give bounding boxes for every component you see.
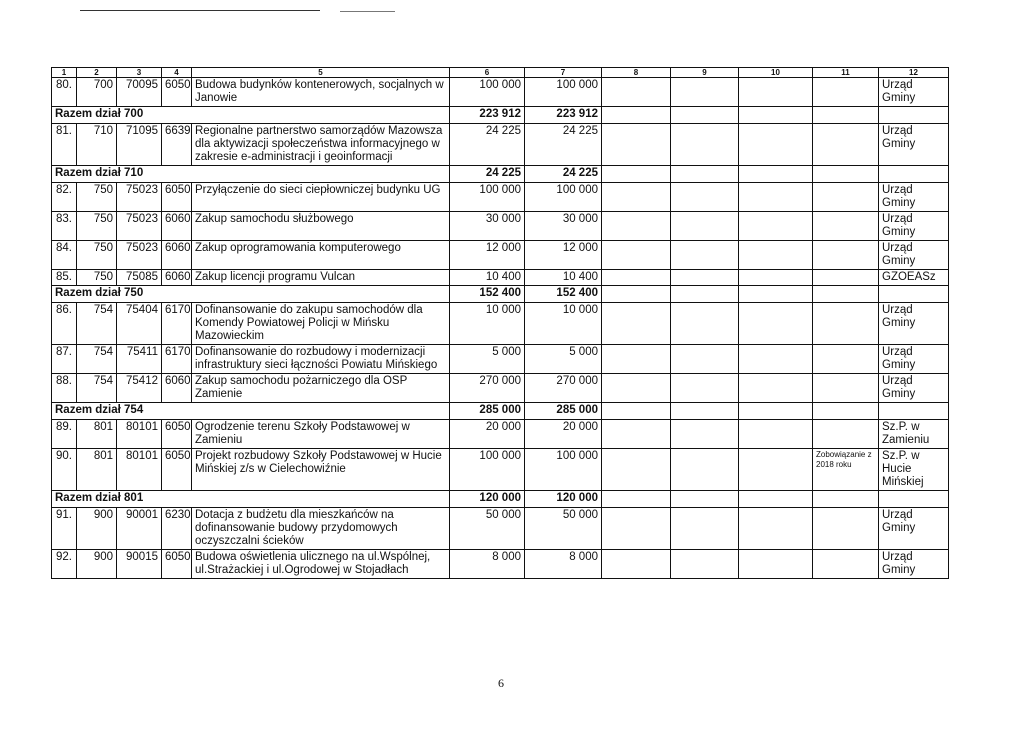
table-cell-dzial: 750 <box>77 212 117 241</box>
table-cell-nazwa: Zakup samochodu służbowego <box>192 212 450 241</box>
subtotal-amount: 285 000 <box>525 403 602 420</box>
table-cell-c12: GZOEASz <box>879 270 949 286</box>
page-number: 6 <box>498 676 504 690</box>
table-cell-c9 <box>671 183 739 212</box>
table-cell-nazwa: Dotacja z budżetu dla mieszkańców na dofinansowanie budowy przydomowych oczyszczalni ścieków <box>192 508 450 550</box>
table-cell-c11 <box>813 550 879 579</box>
table-cell-c11 <box>813 212 879 241</box>
table-cell-lp: 80. <box>52 78 77 107</box>
table-cell-lp: 88. <box>52 374 77 403</box>
table-cell-c6: 10 400 <box>450 270 525 286</box>
header-cell: 7 <box>525 68 602 78</box>
table-cell <box>739 107 813 124</box>
subtotal-label: Razem dział 750 <box>52 286 450 303</box>
table-cell-c9 <box>671 78 739 107</box>
table-cell-rozdzial: 71095 <box>117 124 162 166</box>
table-cell-rozdzial: 70095 <box>117 78 162 107</box>
table-cell-c9 <box>671 550 739 579</box>
table-cell-c8 <box>602 420 671 449</box>
subtotal-label: Razem dział 700 <box>52 107 450 124</box>
table-cell <box>602 286 671 303</box>
table-cell-c9 <box>671 420 739 449</box>
table-cell-c6: 270 000 <box>450 374 525 403</box>
table-cell-par: 6060 <box>162 241 192 270</box>
table-cell-nazwa: Przyłączenie do sieci ciepłowniczej budynku UG <box>192 183 450 212</box>
table-row <box>52 270 949 286</box>
table-cell-c12: Urząd Gminy <box>879 241 949 270</box>
table-cell-c7: 30 000 <box>525 212 602 241</box>
table-cell-c10 <box>739 303 813 345</box>
table-cell-rozdzial: 90015 <box>117 550 162 579</box>
table-cell-c7: 100 000 <box>525 78 602 107</box>
table-cell-c7: 20 000 <box>525 420 602 449</box>
table-cell-rozdzial: 75023 <box>117 183 162 212</box>
table-cell-c8 <box>602 550 671 579</box>
table-row-subtotal <box>52 286 949 303</box>
table-cell-c6: 12 000 <box>450 241 525 270</box>
table-cell-dzial: 700 <box>77 78 117 107</box>
investment-table <box>51 67 949 579</box>
table-cell-c12: Urząd Gminy <box>879 183 949 212</box>
table-row <box>52 212 949 241</box>
table-cell-lp: 84. <box>52 241 77 270</box>
table-cell-par: 6639 <box>162 124 192 166</box>
table-cell-c12: Urząd Gminy <box>879 550 949 579</box>
table-cell <box>671 166 739 183</box>
table-cell-c10 <box>739 241 813 270</box>
table-cell-dzial: 754 <box>77 374 117 403</box>
table-cell-c11 <box>813 183 879 212</box>
header-cell: 8 <box>602 68 671 78</box>
table-cell-c8 <box>602 183 671 212</box>
table-cell-c7: 10 000 <box>525 303 602 345</box>
table-cell-c8 <box>602 303 671 345</box>
table-cell-nazwa: Zakup oprogramowania komputerowego <box>192 241 450 270</box>
table-cell-c6: 5 000 <box>450 345 525 374</box>
table-cell-c11 <box>813 270 879 286</box>
table-row <box>52 303 949 345</box>
table-cell <box>879 286 949 303</box>
table-body <box>52 78 949 579</box>
table-cell-nazwa: Dofinansowanie do rozbudowy i modernizacji infrastruktury sieci łączności Powiatu Mińskiego <box>192 345 450 374</box>
table-cell-c6: 8 000 <box>450 550 525 579</box>
table-cell-c10 <box>739 270 813 286</box>
table-cell-c9 <box>671 303 739 345</box>
header-cell: 1 <box>52 68 77 78</box>
header-cell: 6 <box>450 68 525 78</box>
table-cell-par: 6050 <box>162 550 192 579</box>
table-cell-c7: 8 000 <box>525 550 602 579</box>
table-cell-c11 <box>813 420 879 449</box>
subtotal-label: Razem dział 710 <box>52 166 450 183</box>
table-cell-par: 6060 <box>162 270 192 286</box>
table-cell-c10 <box>739 449 813 491</box>
subtotal-label: Razem dział 801 <box>52 491 450 508</box>
table-cell-c9 <box>671 124 739 166</box>
table-cell-nazwa: Zakup samochodu pożarniczego dla OSP Zamienie <box>192 374 450 403</box>
table-cell-dzial: 754 <box>77 345 117 374</box>
table-cell <box>879 166 949 183</box>
table-cell-lp: 86. <box>52 303 77 345</box>
table-cell <box>671 491 739 508</box>
table-cell-nazwa: Budowa budynków kontenerowych, socjalnych w Janowie <box>192 78 450 107</box>
table-cell-c10 <box>739 183 813 212</box>
table-cell-c12: Urząd Gminy <box>879 303 949 345</box>
table-cell-c12: Urząd Gminy <box>879 212 949 241</box>
table-cell-c7: 50 000 <box>525 508 602 550</box>
table-cell-lp: 85. <box>52 270 77 286</box>
table-cell <box>813 403 879 420</box>
table-cell-c11 <box>813 374 879 403</box>
table-cell-c8 <box>602 124 671 166</box>
table-cell-dzial: 750 <box>77 183 117 212</box>
table-row <box>52 78 949 107</box>
table-row <box>52 183 949 212</box>
subtotal-label: Razem dział 754 <box>52 403 450 420</box>
table-row <box>52 241 949 270</box>
table-cell-nazwa: Budowa oświetlenia ulicznego na ul.Wspólnej, ul.Strażackiej i ul.Ogrodowej w Stojadłach <box>192 550 450 579</box>
table-cell-c10 <box>739 124 813 166</box>
table-cell <box>739 403 813 420</box>
table-cell-rozdzial: 80101 <box>117 449 162 491</box>
subtotal-amount: 223 912 <box>450 107 525 124</box>
table-cell-c6: 100 000 <box>450 78 525 107</box>
table-cell-c7: 10 400 <box>525 270 602 286</box>
table-cell <box>602 166 671 183</box>
table-cell-lp: 87. <box>52 345 77 374</box>
table-cell-c6: 100 000 <box>450 449 525 491</box>
table-cell-par: 6170 <box>162 303 192 345</box>
table-row-subtotal <box>52 491 949 508</box>
table-cell-dzial: 900 <box>77 508 117 550</box>
subtotal-amount: 120 000 <box>525 491 602 508</box>
table-cell-dzial: 710 <box>77 124 117 166</box>
top-rule-short <box>340 11 395 12</box>
table-cell-c10 <box>739 78 813 107</box>
table-cell-rozdzial: 75404 <box>117 303 162 345</box>
table-cell-par: 6060 <box>162 374 192 403</box>
header-cell: 10 <box>739 68 813 78</box>
table-cell-c7: 100 000 <box>525 183 602 212</box>
table-cell-c8 <box>602 374 671 403</box>
table-cell-lp: 91. <box>52 508 77 550</box>
table-cell-c12: Sz.P. w Zamieniu <box>879 420 949 449</box>
table-cell-c10 <box>739 345 813 374</box>
table-cell-nazwa: Projekt rozbudowy Szkoły Podstawowej w Hucie Mińskiej z/s w Cielechowiźnie <box>192 449 450 491</box>
header-cell: 3 <box>117 68 162 78</box>
table-cell-c9 <box>671 508 739 550</box>
table-cell <box>813 286 879 303</box>
table-cell-c6: 50 000 <box>450 508 525 550</box>
table-cell-c9 <box>671 374 739 403</box>
table-cell-c10 <box>739 374 813 403</box>
table-row <box>52 124 949 166</box>
table-row <box>52 420 949 449</box>
table-cell-c12: Urząd Gminy <box>879 345 949 374</box>
table-cell-c11 <box>813 124 879 166</box>
table-cell-c7: 100 000 <box>525 449 602 491</box>
table-cell-c11 <box>813 78 879 107</box>
table-cell-rozdzial: 75412 <box>117 374 162 403</box>
table-cell-c7: 12 000 <box>525 241 602 270</box>
table-cell-dzial: 750 <box>77 270 117 286</box>
table-cell-dzial: 900 <box>77 550 117 579</box>
table-cell <box>813 166 879 183</box>
table-cell-c7: 270 000 <box>525 374 602 403</box>
table-cell-c12: Sz.P. w Hucie Mińskiej <box>879 449 949 491</box>
table-cell-c11 <box>813 345 879 374</box>
table-cell-c8 <box>602 449 671 491</box>
table-cell-c9 <box>671 345 739 374</box>
table-cell-c11 <box>813 508 879 550</box>
table-cell-dzial: 754 <box>77 303 117 345</box>
table-cell-par: 6050 <box>162 78 192 107</box>
subtotal-amount: 285 000 <box>450 403 525 420</box>
table-row-subtotal <box>52 107 949 124</box>
table-cell-c6: 30 000 <box>450 212 525 241</box>
table-cell-par: 6230 <box>162 508 192 550</box>
table-cell-c8 <box>602 212 671 241</box>
header-cell: 11 <box>813 68 879 78</box>
table-cell-lp: 82. <box>52 183 77 212</box>
table-cell-par: 6050 <box>162 420 192 449</box>
table-cell-c10 <box>739 420 813 449</box>
table-cell-rozdzial: 75411 <box>117 345 162 374</box>
table-cell <box>879 403 949 420</box>
table-cell-c6: 24 225 <box>450 124 525 166</box>
table-cell-c6: 100 000 <box>450 183 525 212</box>
table-cell <box>602 491 671 508</box>
table-row <box>52 345 949 374</box>
table-cell <box>879 107 949 124</box>
table-cell <box>739 491 813 508</box>
table-cell-dzial: 801 <box>77 449 117 491</box>
table-cell-c10 <box>739 212 813 241</box>
table-row <box>52 374 949 403</box>
table-cell-c7: 24 225 <box>525 124 602 166</box>
table-cell-dzial: 750 <box>77 241 117 270</box>
table-cell-lp: 90. <box>52 449 77 491</box>
table-row <box>52 508 949 550</box>
header-cell: 5 <box>192 68 450 78</box>
table-cell-lp: 92. <box>52 550 77 579</box>
table-cell-rozdzial: 90001 <box>117 508 162 550</box>
table-cell-c9 <box>671 212 739 241</box>
table-cell <box>879 491 949 508</box>
subtotal-amount: 152 400 <box>450 286 525 303</box>
table-cell-c8 <box>602 241 671 270</box>
table-row-subtotal <box>52 166 949 183</box>
table-cell-nazwa: Zakup licencji programu Vulcan <box>192 270 450 286</box>
table-cell-par: 6170 <box>162 345 192 374</box>
table-cell-nazwa: Dofinansowanie do zakupu samochodów dla Komendy Powiatowej Policji w Mińsku Mazowieckim <box>192 303 450 345</box>
table-cell <box>671 286 739 303</box>
subtotal-amount: 120 000 <box>450 491 525 508</box>
subtotal-amount: 24 225 <box>525 166 602 183</box>
header-row <box>52 68 949 78</box>
table-cell-c11 <box>813 303 879 345</box>
table-cell <box>671 403 739 420</box>
table-cell-c8 <box>602 508 671 550</box>
table-row <box>52 550 949 579</box>
table-cell-c10 <box>739 508 813 550</box>
table-cell <box>813 491 879 508</box>
table-cell-c12: Urząd Gminy <box>879 78 949 107</box>
header-cell: 2 <box>77 68 117 78</box>
table-cell-c9 <box>671 449 739 491</box>
table-cell-c9 <box>671 270 739 286</box>
subtotal-amount: 223 912 <box>525 107 602 124</box>
table-cell-c11: Zobowiązanie z 2018 roku <box>813 449 879 491</box>
table-cell-rozdzial: 75023 <box>117 241 162 270</box>
table-cell-nazwa: Regionalne partnerstwo samorządów Mazowsza dla aktywizacji społeczeństwa informacyjnego w zakresie e-administracji i geoinformacji <box>192 124 450 166</box>
header-cell: 9 <box>671 68 739 78</box>
table-cell-c6: 10 000 <box>450 303 525 345</box>
table-cell-c8 <box>602 270 671 286</box>
table-cell-c12: Urząd Gminy <box>879 374 949 403</box>
table-cell <box>602 107 671 124</box>
table-cell-par: 6050 <box>162 183 192 212</box>
header-cell: 4 <box>162 68 192 78</box>
table-cell <box>739 286 813 303</box>
table-cell <box>813 107 879 124</box>
table-row-subtotal <box>52 403 949 420</box>
table-cell-rozdzial: 75085 <box>117 270 162 286</box>
table-cell <box>602 403 671 420</box>
table-cell <box>671 107 739 124</box>
table-cell-lp: 89. <box>52 420 77 449</box>
table-cell-c8 <box>602 345 671 374</box>
table-cell-c12: Urząd Gminy <box>879 508 949 550</box>
table-cell-rozdzial: 80101 <box>117 420 162 449</box>
table-cell-c7: 5 000 <box>525 345 602 374</box>
table-cell-par: 6050 <box>162 449 192 491</box>
subtotal-amount: 152 400 <box>525 286 602 303</box>
table-cell-c12: Urząd Gminy <box>879 124 949 166</box>
table-cell-c9 <box>671 241 739 270</box>
top-rule <box>80 10 320 11</box>
table-cell-dzial: 801 <box>77 420 117 449</box>
table-cell-rozdzial: 75023 <box>117 212 162 241</box>
table-cell <box>739 166 813 183</box>
table-cell-c8 <box>602 78 671 107</box>
table-cell-nazwa: Ogrodzenie terenu Szkoły Podstawowej w Zamieniu <box>192 420 450 449</box>
table-cell-c6: 20 000 <box>450 420 525 449</box>
header-cell: 12 <box>879 68 949 78</box>
table-cell-lp: 83. <box>52 212 77 241</box>
table-cell-lp: 81. <box>52 124 77 166</box>
table-cell-c11 <box>813 241 879 270</box>
table-cell-par: 6060 <box>162 212 192 241</box>
table-row <box>52 449 949 491</box>
subtotal-amount: 24 225 <box>450 166 525 183</box>
table-cell-c10 <box>739 550 813 579</box>
